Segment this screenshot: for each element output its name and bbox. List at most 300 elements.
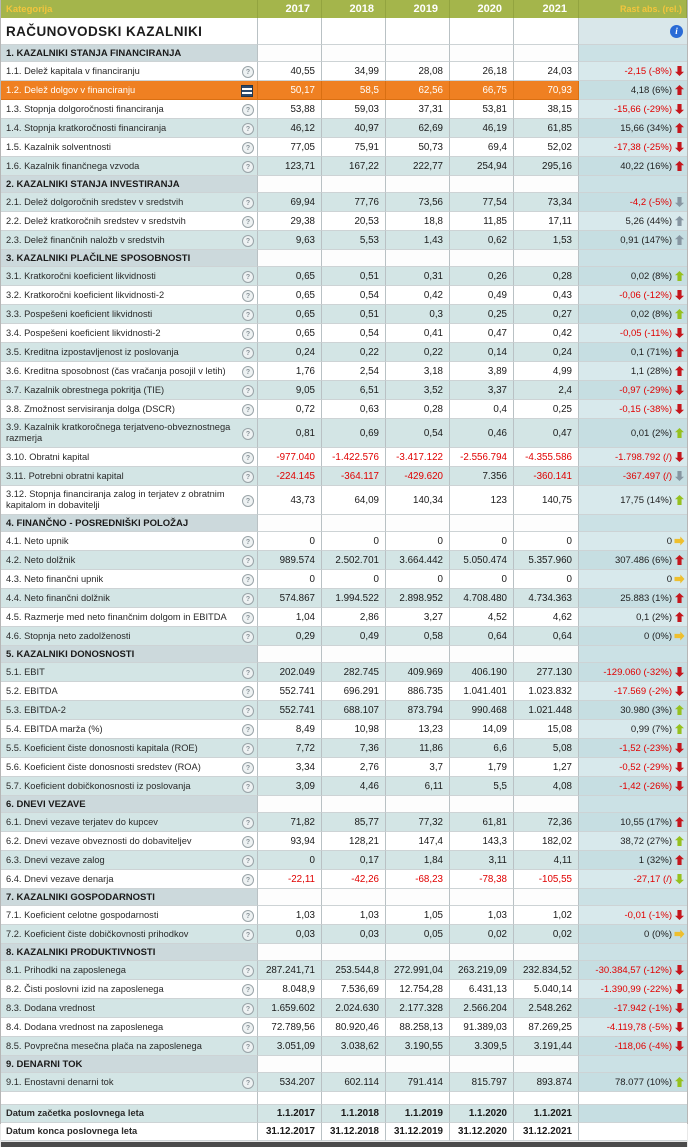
value: 4.708.480 — [463, 592, 507, 604]
growth-cell — [579, 138, 687, 157]
value-cell — [386, 999, 450, 1018]
empty-cell — [386, 1092, 450, 1105]
help-icon[interactable]: ? — [242, 385, 254, 397]
help-icon[interactable]: ? — [242, 705, 254, 717]
value-cell — [514, 999, 579, 1018]
table-row-9.1[interactable] — [1, 1073, 687, 1092]
section-title-text: 8. KAZALNIKI PRODUKTIVNOSTI — [6, 946, 156, 958]
help-icon[interactable]: ? — [242, 1022, 254, 1034]
table-row-2.1[interactable] — [1, 193, 687, 212]
help-icon[interactable]: ? — [242, 724, 254, 736]
empty-cell — [386, 646, 450, 663]
table-row-5.7[interactable] — [1, 777, 687, 796]
table-row-3.4[interactable] — [1, 324, 687, 343]
empty-cell — [1, 1092, 258, 1105]
value: 0,65 — [295, 327, 315, 339]
value: 46,12 — [290, 122, 315, 134]
row-label: 6.4. Dnevi vezave denarja — [6, 873, 114, 884]
help-icon[interactable]: ? — [242, 929, 254, 941]
trend-arrow-up-green-icon — [675, 428, 684, 438]
value: 4,11 — [553, 854, 572, 866]
help-icon[interactable]: ? — [242, 197, 254, 209]
help-icon[interactable]: ? — [242, 66, 254, 78]
help-icon[interactable]: ? — [242, 1077, 254, 1089]
value: 77,05 — [290, 141, 315, 153]
value-cell — [258, 286, 322, 305]
table-row-5.2[interactable] — [1, 682, 687, 701]
value-cell — [450, 381, 514, 400]
growth-value: -15,66 (-29%) — [613, 103, 672, 115]
help-icon[interactable]: ? — [242, 855, 254, 867]
row-label-cell — [1, 448, 258, 467]
empty-cell — [450, 176, 514, 193]
row-label: 3.11. Potrebni obratni kapital — [6, 470, 124, 481]
help-icon[interactable]: ? — [242, 404, 254, 416]
value-cell — [450, 627, 514, 646]
value-cell — [386, 212, 450, 231]
growth-value: -27,17 (/) — [633, 873, 672, 885]
table-row-3.12[interactable] — [1, 486, 687, 515]
growth-value: -1.390,99 (-22%) — [600, 983, 672, 995]
value-cell — [322, 400, 386, 419]
help-icon[interactable]: ? — [242, 910, 254, 922]
table-row-3.11[interactable] — [1, 467, 687, 486]
row-label: 4.4. Neto finančni dolžnik — [6, 592, 110, 603]
table-row-5.3[interactable] — [1, 701, 687, 720]
value: 0 — [566, 573, 572, 585]
value-cell — [386, 157, 450, 176]
row-label-cell — [1, 62, 258, 81]
value: 46,19 — [482, 122, 507, 134]
empty-cell — [258, 944, 322, 961]
row-label: 5.2. EBITDA — [6, 685, 58, 696]
date-row-label-cell — [1, 1105, 258, 1123]
growth-cell — [579, 448, 687, 467]
table-row-1.2[interactable] — [1, 81, 687, 100]
table-row-3.8[interactable] — [1, 400, 687, 419]
row-label: 1.1. Delež kapitala v financiranju — [6, 65, 140, 76]
help-icon[interactable]: ? — [242, 428, 254, 440]
trend-arrow-down-red-icon — [675, 762, 684, 772]
value: 140,34 — [413, 494, 443, 506]
value: 37,31 — [418, 103, 443, 115]
table-row-3.9[interactable] — [1, 419, 687, 448]
value-cell — [258, 551, 322, 570]
table-row-5.1[interactable] — [1, 663, 687, 682]
value: 1,03 — [295, 909, 315, 921]
value-cell — [386, 1123, 450, 1141]
row-label-cell — [1, 324, 258, 343]
value: 77,54 — [482, 196, 507, 208]
chart-icon[interactable] — [241, 85, 253, 97]
help-icon[interactable]: ? — [242, 1003, 254, 1015]
help-icon[interactable]: ? — [242, 495, 254, 507]
help-icon[interactable]: ? — [242, 836, 254, 848]
value-cell — [322, 1123, 386, 1141]
value-cell — [514, 720, 579, 739]
trend-arrow-down-red-icon — [675, 667, 684, 677]
table-row-3.6[interactable] — [1, 362, 687, 381]
value: 254,94 — [477, 160, 507, 172]
table-row-8.1[interactable] — [1, 961, 687, 980]
value: 143,3 — [482, 835, 507, 847]
table-row-3.10[interactable] — [1, 448, 687, 467]
table-row-4.6[interactable] — [1, 627, 687, 646]
value: 0,49 — [359, 630, 379, 642]
section-header-8 — [1, 944, 687, 961]
value: 1.1.2019 — [404, 1108, 443, 1119]
value-cell — [450, 100, 514, 119]
value-cell — [386, 1073, 450, 1092]
trend-arrow-up-red-icon — [675, 593, 684, 603]
value-cell — [258, 419, 322, 448]
trend-arrow-up-red-icon — [675, 855, 684, 865]
value-cell — [258, 324, 322, 343]
row-label: 5.6. Koeficient čiste donosnosti sredstev (ROA) — [6, 761, 201, 772]
value: 0,42 — [552, 327, 572, 339]
value: -22,11 — [287, 873, 315, 885]
value-cell — [322, 627, 386, 646]
row-label-cell — [1, 286, 258, 305]
row-label-cell — [1, 381, 258, 400]
table-row-3.3[interactable] — [1, 305, 687, 324]
value-cell — [514, 119, 579, 138]
trend-arrow-up-grey-icon — [675, 235, 684, 245]
table-row-6.4[interactable] — [1, 870, 687, 889]
value-cell — [258, 100, 322, 119]
trend-arrow-down-red-icon — [675, 404, 684, 414]
info-icon[interactable]: i — [670, 25, 683, 38]
empty-cell — [450, 889, 514, 906]
help-icon[interactable]: ? — [242, 762, 254, 774]
value-cell — [322, 870, 386, 889]
value-cell — [514, 961, 579, 980]
value-cell — [258, 343, 322, 362]
value: -4.355.586 — [525, 451, 572, 463]
value-cell — [514, 343, 579, 362]
growth-cell — [579, 231, 687, 250]
table-row-8.4[interactable] — [1, 1018, 687, 1037]
bottom-scrollbar[interactable] — [1, 1142, 687, 1147]
value: 4,08 — [552, 780, 572, 792]
table-row-6.1[interactable] — [1, 813, 687, 832]
help-icon[interactable]: ? — [242, 817, 254, 829]
help-icon[interactable]: ? — [242, 574, 254, 586]
row-label: 4.3. Neto finančni upnik — [6, 573, 104, 584]
help-icon[interactable]: ? — [242, 555, 254, 567]
value-cell — [322, 343, 386, 362]
row-label-cell — [1, 1073, 258, 1092]
value-cell — [386, 1105, 450, 1123]
table-row-2.2[interactable] — [1, 212, 687, 231]
value: 1,04 — [295, 611, 315, 623]
value: 4,99 — [552, 365, 572, 377]
table-row-1.3[interactable] — [1, 100, 687, 119]
value-cell — [450, 267, 514, 286]
value-cell — [386, 608, 450, 627]
value: 34,99 — [354, 65, 379, 77]
row-label: 1.3. Stopnja dolgoročnosti financiranja — [6, 103, 164, 114]
help-icon[interactable]: ? — [242, 593, 254, 605]
help-icon[interactable]: ? — [242, 161, 254, 173]
help-icon[interactable]: ? — [242, 328, 254, 340]
table-row-4.4[interactable] — [1, 589, 687, 608]
growth-value: 0,1 (71%) — [630, 346, 672, 358]
value: 1.041.401 — [463, 685, 507, 697]
growth-cell — [579, 796, 687, 813]
growth-cell — [579, 515, 687, 532]
growth-cell — [579, 1056, 687, 1073]
value: 5.050.474 — [463, 554, 507, 566]
value-cell — [322, 551, 386, 570]
row-label-cell — [1, 663, 258, 682]
growth-cell — [579, 62, 687, 81]
value: 4,62 — [552, 611, 572, 623]
date-row-label-cell — [1, 1123, 258, 1141]
value-cell — [386, 870, 450, 889]
value: -105,55 — [538, 873, 572, 885]
table-row-1.1[interactable] — [1, 62, 687, 81]
table-row-5.5[interactable] — [1, 739, 687, 758]
value-cell — [514, 157, 579, 176]
trend-arrow-right-yellow-icon — [675, 537, 685, 546]
growth-cell — [579, 1123, 687, 1141]
section-title — [1, 944, 258, 961]
value: -1.422.576 — [332, 451, 379, 463]
value: 2,54 — [359, 365, 379, 377]
table-row-2.3[interactable] — [1, 231, 687, 250]
trend-arrow-down-red-icon — [675, 452, 684, 462]
value-cell — [386, 813, 450, 832]
table-row-4.5[interactable] — [1, 608, 687, 627]
value-cell — [258, 813, 322, 832]
value: 3.038,62 — [340, 1040, 379, 1052]
row-label: 6.2. Dnevi vezave obveznosti do dobaviteljev — [6, 835, 192, 846]
value-cell — [322, 467, 386, 486]
value-cell — [258, 832, 322, 851]
value-cell — [450, 961, 514, 980]
value-cell — [322, 832, 386, 851]
help-icon[interactable]: ? — [242, 536, 254, 548]
row-label: 2.2. Delež kratkoročnih sredstev v sredstvih — [6, 215, 186, 226]
help-icon[interactable]: ? — [242, 123, 254, 135]
value-cell — [450, 362, 514, 381]
table-row-7.1[interactable] — [1, 906, 687, 925]
help-icon[interactable]: ? — [242, 271, 254, 283]
table-row-5.4[interactable] — [1, 720, 687, 739]
value-cell — [450, 419, 514, 448]
empty-cell — [258, 796, 322, 813]
empty-cell — [514, 646, 579, 663]
help-icon[interactable]: ? — [242, 781, 254, 793]
value: 1,27 — [552, 761, 572, 773]
value: 4,52 — [487, 611, 507, 623]
help-icon[interactable]: ? — [242, 290, 254, 302]
growth-cell — [579, 646, 687, 663]
row-label-cell — [1, 777, 258, 796]
table-row-1.6[interactable] — [1, 157, 687, 176]
row-label-cell — [1, 467, 258, 486]
table-row-5.6[interactable] — [1, 758, 687, 777]
value-cell — [322, 925, 386, 944]
row-label: 3.10. Obratni kapital — [6, 451, 90, 462]
growth-value: 40,22 (16%) — [620, 160, 672, 172]
trend-arrow-up-red-icon — [675, 817, 684, 827]
help-icon[interactable]: ? — [242, 104, 254, 116]
help-icon[interactable]: ? — [242, 667, 254, 679]
row-label: 3.12. Stopnja financiranja zalog in terjatev z obratnim kapitalom in dobavitelji — [6, 489, 225, 510]
table-row-7.2[interactable] — [1, 925, 687, 944]
value: 0,28 — [552, 270, 572, 282]
value: 1,76 — [295, 365, 315, 377]
help-icon[interactable]: ? — [242, 452, 254, 464]
row-label: 4.6. Stopnja neto zadolženosti — [6, 630, 131, 641]
table-row-8.2[interactable] — [1, 980, 687, 999]
value-cell — [514, 193, 579, 212]
help-icon[interactable]: ? — [242, 874, 254, 886]
value: 0,54 — [423, 427, 443, 439]
table-row-3.1[interactable] — [1, 267, 687, 286]
value: 0,46 — [487, 427, 507, 439]
trend-arrow-down-red-icon — [675, 984, 684, 994]
help-icon[interactable]: ? — [242, 471, 254, 483]
year-column-header-2020: 2020 — [450, 0, 514, 18]
table-row-1.5[interactable] — [1, 138, 687, 157]
value-cell — [450, 119, 514, 138]
row-label: 3.8. Zmožnost servisiranja dolga (DSCR) — [6, 403, 175, 414]
value: 295,16 — [542, 160, 572, 172]
value: 3,11 — [488, 854, 507, 866]
help-icon[interactable]: ? — [242, 1041, 254, 1053]
table-row-3.5[interactable] — [1, 343, 687, 362]
value-cell — [514, 906, 579, 925]
row-label-cell — [1, 627, 258, 646]
value-cell — [514, 467, 579, 486]
empty-cell — [386, 515, 450, 532]
table-row-3.7[interactable] — [1, 381, 687, 400]
value-cell — [322, 701, 386, 720]
help-icon[interactable]: ? — [242, 309, 254, 321]
value: 5.357.960 — [528, 554, 572, 566]
section-title-text: 6. DNEVI VEZAVE — [6, 798, 86, 810]
value-cell — [386, 362, 450, 381]
value-cell — [386, 267, 450, 286]
section-title — [1, 889, 258, 906]
help-icon[interactable]: ? — [242, 984, 254, 996]
growth-cell — [579, 486, 687, 515]
value: 13,23 — [418, 723, 443, 735]
value-cell — [258, 1037, 322, 1056]
table-row-8.3[interactable] — [1, 999, 687, 1018]
table-row-6.2[interactable] — [1, 832, 687, 851]
row-label-cell — [1, 980, 258, 999]
value: 3.051,09 — [276, 1040, 315, 1052]
value-cell — [258, 870, 322, 889]
growth-value: -129.060 (-32%) — [603, 666, 672, 678]
help-icon[interactable]: ? — [242, 612, 254, 624]
value: -3.417.122 — [396, 451, 443, 463]
table-row-4.1[interactable] — [1, 532, 687, 551]
growth-cell — [579, 627, 687, 646]
value-cell — [322, 286, 386, 305]
growth-column-header: Rast abs. (rel.) — [579, 0, 687, 18]
value: 73,34 — [547, 196, 572, 208]
help-icon[interactable]: ? — [242, 743, 254, 755]
value: 20,53 — [354, 215, 379, 227]
growth-cell — [579, 999, 687, 1018]
empty-cell — [322, 1056, 386, 1073]
value-cell — [514, 286, 579, 305]
value-cell — [386, 777, 450, 796]
growth-value: 1 (32%) — [638, 854, 672, 866]
growth-value: -2,15 (-8%) — [624, 65, 672, 77]
help-icon[interactable]: ? — [242, 347, 254, 359]
value-cell — [322, 81, 386, 100]
section-title — [1, 1056, 258, 1073]
value-cell — [514, 663, 579, 682]
value-cell — [450, 608, 514, 627]
row-label: 3.7. Kazalnik obrestnega pokritja (TIE) — [6, 384, 165, 395]
value-cell — [258, 663, 322, 682]
value-cell — [386, 739, 450, 758]
section-header-5 — [1, 646, 687, 663]
help-icon[interactable]: ? — [242, 366, 254, 378]
table-row-1.4[interactable] — [1, 119, 687, 138]
trend-arrow-up-green-icon — [675, 271, 684, 281]
table-row-4.3[interactable] — [1, 570, 687, 589]
page-title: RAČUNOVODSKI KAZALNIKI — [1, 18, 258, 45]
row-label-cell — [1, 100, 258, 119]
table-row-8.5[interactable] — [1, 1037, 687, 1056]
value: 50,73 — [418, 141, 443, 153]
table-row-4.2[interactable] — [1, 551, 687, 570]
growth-cell — [579, 362, 687, 381]
value: 8.048,9 — [282, 983, 315, 995]
value: 0 — [373, 535, 379, 547]
help-icon[interactable]: ? — [242, 631, 254, 643]
help-icon[interactable]: ? — [242, 235, 254, 247]
growth-cell — [579, 720, 687, 739]
value: 202.049 — [279, 666, 315, 678]
growth-value: 0,02 (8%) — [630, 270, 672, 282]
row-label: 8.3. Dodana vrednost — [6, 1002, 95, 1013]
row-label-cell — [1, 551, 258, 570]
value: 77,32 — [418, 816, 443, 828]
value-cell — [450, 532, 514, 551]
growth-cell — [579, 739, 687, 758]
trend-arrow-down-red-icon — [675, 965, 684, 975]
help-icon[interactable]: ? — [242, 965, 254, 977]
value: 69,94 — [290, 196, 315, 208]
help-icon[interactable]: ? — [242, 686, 254, 698]
value-cell — [514, 305, 579, 324]
value: 287.241,71 — [265, 964, 315, 976]
value-cell — [386, 343, 450, 362]
table-row-6.3[interactable] — [1, 851, 687, 870]
growth-cell — [579, 532, 687, 551]
empty-cell — [514, 1092, 579, 1105]
value-cell — [514, 81, 579, 100]
help-icon[interactable]: ? — [242, 142, 254, 154]
help-icon[interactable]: ? — [242, 216, 254, 228]
section-title-text: 5. KAZALNIKI DONOSNOSTI — [6, 648, 135, 660]
empty-cell — [514, 250, 579, 267]
value-cell — [450, 138, 514, 157]
value-cell — [450, 286, 514, 305]
table-row-3.2[interactable] — [1, 286, 687, 305]
value-cell — [258, 777, 322, 796]
value-cell — [258, 448, 322, 467]
